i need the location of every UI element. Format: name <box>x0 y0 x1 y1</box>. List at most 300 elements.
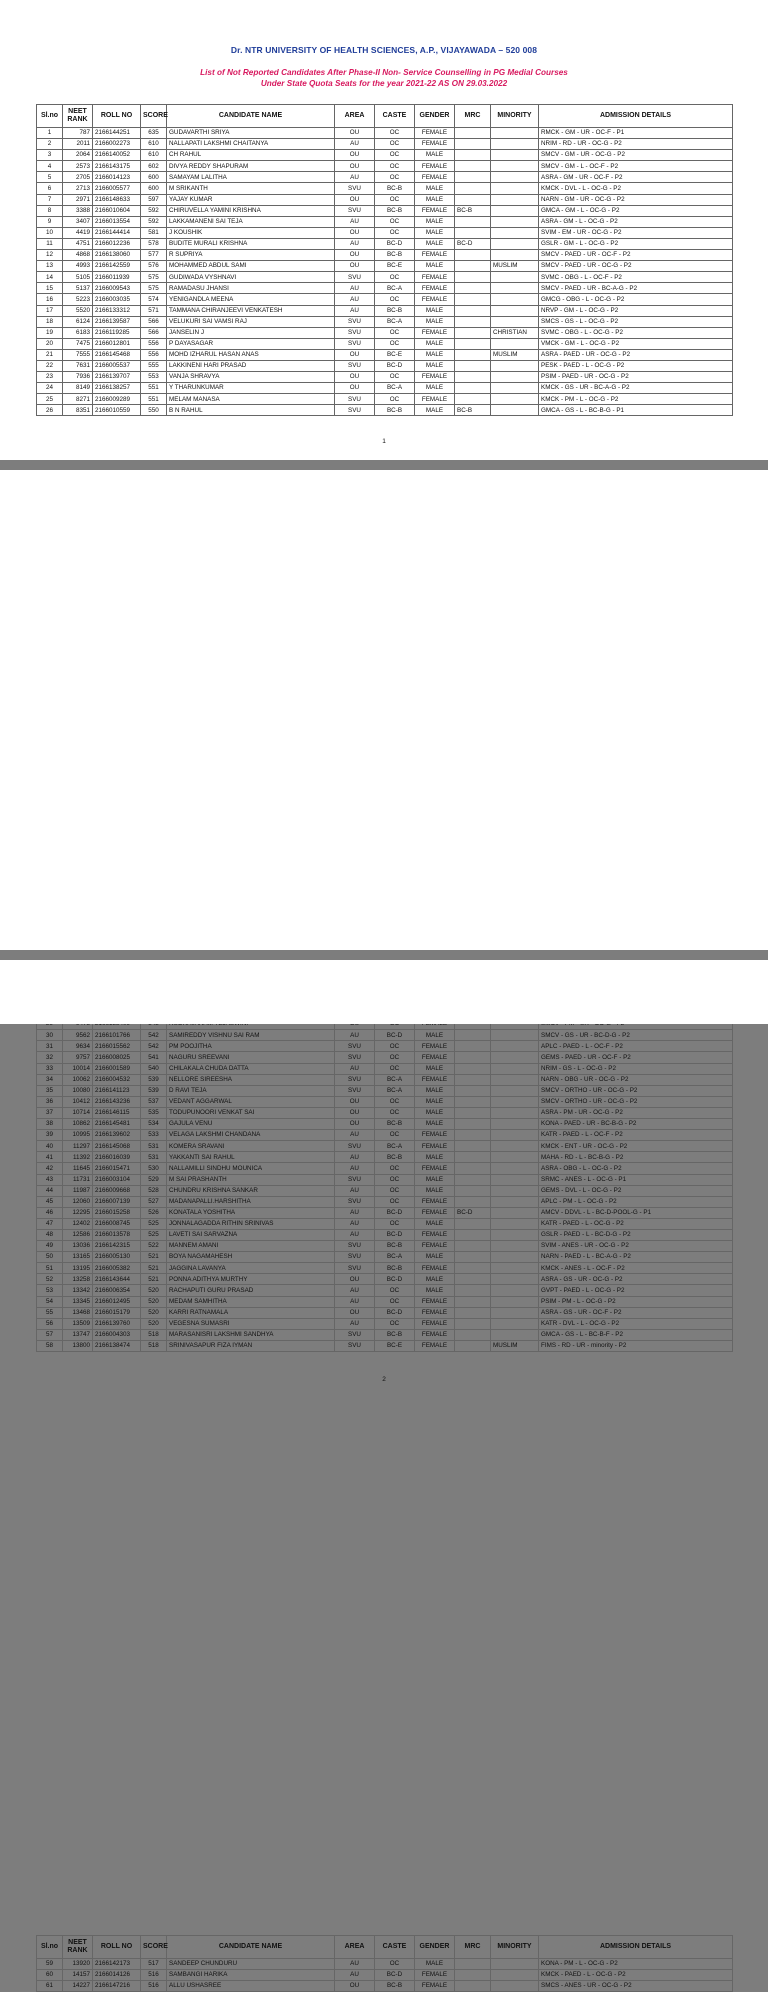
candidate-name-cell: MOHAMMED ABDUL SAMI <box>167 261 335 272</box>
roll-no-cell: 2166139602 <box>93 1130 141 1141</box>
score-cell: 520 <box>141 1285 167 1296</box>
caste-cell: BC-B <box>375 1329 415 1340</box>
score-cell: 551 <box>141 383 167 394</box>
area-cell: OU <box>335 372 375 383</box>
caste-cell: BC-B <box>375 1241 415 1252</box>
candidate-name-cell: Y THARUNKUMAR <box>167 383 335 394</box>
sl-no-cell: 26 <box>37 405 63 416</box>
table-row <box>37 405 733 416</box>
candidate-name-cell: MOHD IZHARUL HASAN ANAS <box>167 349 335 360</box>
sl-no-cell: 44 <box>37 1185 63 1196</box>
admission-details-cell: GVPT - PAED - L - OC-G - P2 <box>539 1285 733 1296</box>
mrc-cell <box>455 394 491 405</box>
table-row <box>37 1063 733 1074</box>
roll-no-cell: 2166119285 <box>93 327 141 338</box>
minority-cell <box>491 139 539 150</box>
caste-cell: OC <box>375 1218 415 1229</box>
mrc-cell <box>455 272 491 283</box>
sl-no-cell: 19 <box>37 327 63 338</box>
caste-cell: OC <box>375 1130 415 1141</box>
candidate-name-cell: R SUPRIYA <box>167 250 335 261</box>
candidate-name-cell: VEGESNA SUMASRI <box>167 1318 335 1329</box>
minority-cell <box>491 1307 539 1318</box>
caste-header: CASTE <box>375 105 415 128</box>
area-cell: SVU <box>335 1141 375 1152</box>
roll-no-cell: 2166145068 <box>93 1141 141 1152</box>
sl-no-cell: 52 <box>37 1274 63 1285</box>
admission-details-cell: SVMC - OBG - L - OC-F - P2 <box>539 272 733 283</box>
gender-cell: FEMALE <box>415 1163 455 1174</box>
score-cell: 600 <box>141 183 167 194</box>
minority-cell <box>491 1296 539 1307</box>
table-row <box>37 1329 733 1340</box>
candidates-table-page-1 <box>36 104 733 416</box>
area-header: AREA <box>335 1936 375 1959</box>
candidate-name-cell: NALLAPATI LAKSHMI CHAITANYA <box>167 139 335 150</box>
mrc-cell: BC-B <box>455 405 491 416</box>
sl-no-cell: 56 <box>37 1318 63 1329</box>
score-cell: 530 <box>141 1163 167 1174</box>
sl-no-cell: 51 <box>37 1263 63 1274</box>
score-cell: 550 <box>141 405 167 416</box>
area-cell: AU <box>335 305 375 316</box>
minority-cell <box>491 1970 539 1981</box>
neet-rank-cell: 5223 <box>63 294 93 305</box>
table-row <box>37 1185 733 1196</box>
mrc-cell <box>455 1296 491 1307</box>
mrc-cell <box>455 349 491 360</box>
area-cell: AU <box>335 1185 375 1196</box>
caste-cell: BC-D <box>375 1970 415 1981</box>
minority-cell <box>491 1329 539 1340</box>
mrc-cell <box>455 305 491 316</box>
minority-cell <box>491 128 539 139</box>
caste-cell: OC <box>375 394 415 405</box>
sl-no-cell: 32 <box>37 1052 63 1063</box>
gender-cell: MALE <box>415 360 455 371</box>
score-cell: 592 <box>141 216 167 227</box>
admission-details-cell: KMCK - PAED - L - OC-G - P2 <box>539 1970 733 1981</box>
roll-no-header: ROLL NO <box>93 105 141 128</box>
score-cell: 578 <box>141 238 167 249</box>
candidates-table-page-3 <box>36 1935 733 1992</box>
minority-cell <box>491 272 539 283</box>
sl-no-cell: 2 <box>37 139 63 150</box>
candidate-name-header: CANDIDATE NAME <box>167 1936 335 1959</box>
sl-no-cell: 3 <box>37 150 63 161</box>
area-cell: AU <box>335 1229 375 1240</box>
caste-cell: BC-B <box>375 1152 415 1163</box>
candidate-name-cell: MANNEM AMANI <box>167 1241 335 1252</box>
sl-no-cell: 16 <box>37 294 63 305</box>
caste-cell: BC-B <box>375 305 415 316</box>
area-cell: AU <box>335 1218 375 1229</box>
gender-cell: MALE <box>415 1085 455 1096</box>
admission-details-cell: PSIM - PAED - UR - OC-G - P2 <box>539 372 733 383</box>
sl-no-cell: 43 <box>37 1174 63 1185</box>
candidate-name-cell: KONATALA YOSHITHA <box>167 1207 335 1218</box>
minority-cell <box>491 305 539 316</box>
candidate-name-cell: YENIGANDLA MEENA <box>167 294 335 305</box>
candidate-name-cell: RAMADASU JHANSI <box>167 283 335 294</box>
roll-no-cell: 2166143236 <box>93 1096 141 1107</box>
area-cell: SVU <box>335 394 375 405</box>
neet-rank-cell: 5137 <box>63 283 93 294</box>
sl-no-cell: 61 <box>37 1981 63 1992</box>
admission-details-cell: KMCK - ANES - L - OC-F - P2 <box>539 1263 733 1274</box>
score-cell: 576 <box>141 261 167 272</box>
table-row <box>37 1107 733 1118</box>
gender-cell: FEMALE <box>415 294 455 305</box>
score-cell: 516 <box>141 1981 167 1992</box>
candidate-name-cell: MARASANISRI LAKSHMI SANDHYA <box>167 1329 335 1340</box>
area-cell: OU <box>335 383 375 394</box>
area-cell: SVU <box>335 1329 375 1340</box>
candidate-name-cell: NAGURU SREEVANI <box>167 1052 335 1063</box>
minority-cell <box>491 1107 539 1118</box>
area-cell: AU <box>335 139 375 150</box>
gender-cell: FEMALE <box>415 1307 455 1318</box>
sl-no-cell: 48 <box>37 1229 63 1240</box>
minority-cell <box>491 405 539 416</box>
admission-details-cell: KATR - PAED - L - OC-F - P2 <box>539 1130 733 1141</box>
sl-no-cell: 8 <box>37 205 63 216</box>
minority-cell <box>491 1274 539 1285</box>
caste-cell: OC <box>375 161 415 172</box>
roll-no-cell: 2166008745 <box>93 1218 141 1229</box>
caste-cell: BC-A <box>375 383 415 394</box>
candidate-name-cell: VEDANT AGGARWAL <box>167 1096 335 1107</box>
table-row <box>37 1252 733 1263</box>
candidate-name-cell: VELUKURI SAI VAMSI RAJ <box>167 316 335 327</box>
mrc-cell <box>455 1229 491 1240</box>
area-cell: AU <box>335 1207 375 1218</box>
candidate-name-cell: PM POOJITHA <box>167 1041 335 1052</box>
minority-cell <box>491 1959 539 1970</box>
area-cell: OU <box>335 227 375 238</box>
admission-details-cell: GMCA - GS - L - BC-B-G - P1 <box>539 405 733 416</box>
mrc-cell <box>455 1285 491 1296</box>
table-row <box>37 205 733 216</box>
admission-details-cell: NRIM - RD - UR - OC-G - P2 <box>539 139 733 150</box>
area-cell: SVU <box>335 1074 375 1085</box>
sl-no-cell: 55 <box>37 1307 63 1318</box>
admission-details-cell: NARN - OBG - UR - OC-G - P2 <box>539 1074 733 1085</box>
list-title-line-1: List of Not Reported Candidates After Phase-II Non- Service Counselling in PG Medial Courses <box>200 68 568 77</box>
candidate-name-cell: LAVETI SAI SARVAZNA <box>167 1229 335 1240</box>
candidate-name-cell: BOYA NAGAMAHESH <box>167 1252 335 1263</box>
neet-rank-cell: 10862 <box>63 1119 93 1130</box>
caste-cell: BC-A <box>375 316 415 327</box>
sl-no-cell: 46 <box>37 1207 63 1218</box>
table-row <box>37 305 733 316</box>
table-row <box>37 1340 733 1351</box>
candidate-name-cell: D RAVI TEJA <box>167 1085 335 1096</box>
admission-details-cell: SMCV - GS - UR - BC-D-G - P2 <box>539 1030 733 1041</box>
gender-cell: FEMALE <box>415 1329 455 1340</box>
score-cell: 531 <box>141 1152 167 1163</box>
admission-details-cell: RMCK - GM - UR - OC-F - P1 <box>539 128 733 139</box>
table-row <box>37 360 733 371</box>
caste-cell: BC-B <box>375 1981 415 1992</box>
sl-no-cell: 13 <box>37 261 63 272</box>
caste-cell: BC-A <box>375 283 415 294</box>
neet-rank-cell: 13342 <box>63 1285 93 1296</box>
mrc-cell <box>455 1052 491 1063</box>
table-row <box>37 1274 733 1285</box>
roll-no-cell: 2166015179 <box>93 1307 141 1318</box>
table-row <box>37 1970 733 1981</box>
table-row <box>37 1130 733 1141</box>
caste-cell: OC <box>375 1052 415 1063</box>
sl-no-cell: 4 <box>37 161 63 172</box>
area-cell: AU <box>335 1152 375 1163</box>
sl-no-cell: 5 <box>37 172 63 183</box>
area-cell: AU <box>335 1163 375 1174</box>
candidate-name-cell: TAMMANA CHIRANJEEVI VENKATESH <box>167 305 335 316</box>
mrc-cell <box>455 1218 491 1229</box>
minority-cell <box>491 1085 539 1096</box>
sl-no-cell: 41 <box>37 1152 63 1163</box>
page-number: 2 <box>382 1376 386 1383</box>
gender-cell: MALE <box>415 238 455 249</box>
score-cell: 522 <box>141 1241 167 1252</box>
caste-cell: OC <box>375 338 415 349</box>
roll-no-cell: 2166142315 <box>93 1241 141 1252</box>
minority-cell <box>491 1981 539 1992</box>
admission-details-cell: SMCV - ORTHO - UR - OC-G - P2 <box>539 1096 733 1107</box>
table-row <box>37 1119 733 1130</box>
roll-no-cell: 2166012495 <box>93 1296 141 1307</box>
minority-cell <box>491 1030 539 1041</box>
sl-no-cell: 1 <box>37 128 63 139</box>
caste-cell: BC-B <box>375 250 415 261</box>
gender-cell: MALE <box>415 338 455 349</box>
neet-rank-cell: 9757 <box>63 1052 93 1063</box>
neet-rank-cell: 10014 <box>63 1063 93 1074</box>
score-cell: 592 <box>141 205 167 216</box>
minority-cell <box>491 1241 539 1252</box>
candidate-name-cell: DIVYA REDDY SHAPURAM <box>167 161 335 172</box>
sl-no-cell: 10 <box>37 227 63 238</box>
table-row <box>37 1163 733 1174</box>
roll-no-cell: 2166013578 <box>93 1229 141 1240</box>
table-row <box>37 1207 733 1218</box>
score-cell: 517 <box>141 1959 167 1970</box>
candidate-name-cell: M SAI PRASHANTH <box>167 1174 335 1185</box>
table-row <box>37 1196 733 1207</box>
neet-rank-cell: 13920 <box>63 1959 93 1970</box>
sl-no-header: Sl.no <box>37 1936 63 1959</box>
neet-rank-cell: 11392 <box>63 1152 93 1163</box>
gender-cell: FEMALE <box>415 1296 455 1307</box>
candidate-name-cell: CHUNDRU KRISHNA SANKAR <box>167 1185 335 1196</box>
roll-no-cell: 2166139587 <box>93 316 141 327</box>
roll-no-cell: 2166009543 <box>93 283 141 294</box>
admission-details-cell: SMCV - ORTHO - UR - OC-G - P2 <box>539 1085 733 1096</box>
table-row <box>37 1218 733 1229</box>
roll-no-cell: 2166015562 <box>93 1041 141 1052</box>
mrc-cell <box>455 250 491 261</box>
score-cell: 581 <box>141 227 167 238</box>
gender-cell: FEMALE <box>415 1970 455 1981</box>
candidate-name-cell: LAKKAMANENI SAI TEJA <box>167 216 335 227</box>
neet-rank-cell: 6183 <box>63 327 93 338</box>
admission-details-cell: ASRA - GS - UR - OC-G - P2 <box>539 1274 733 1285</box>
minority-cell <box>491 172 539 183</box>
gender-cell: MALE <box>415 1152 455 1163</box>
page-number: 1 <box>382 438 386 445</box>
candidate-name-cell: NELLORE SIREESHA <box>167 1074 335 1085</box>
score-cell: 537 <box>141 1096 167 1107</box>
area-cell: SVU <box>335 1252 375 1263</box>
mrc-cell <box>455 1274 491 1285</box>
admission-details-cell: ASRA - PAED - UR - OC-G - P2 <box>539 349 733 360</box>
gender-cell: MALE <box>415 1063 455 1074</box>
roll-no-cell: 2166148633 <box>93 194 141 205</box>
sl-no-cell: 57 <box>37 1329 63 1340</box>
area-cell: SVU <box>335 1052 375 1063</box>
admission-details-cell: ASRA - GM - UR - OC-F - P2 <box>539 172 733 183</box>
gender-cell: FEMALE <box>415 139 455 150</box>
mrc-cell <box>455 1241 491 1252</box>
candidate-name-cell: YAJAY KUMAR <box>167 194 335 205</box>
caste-cell: BC-A <box>375 1085 415 1096</box>
roll-no-cell: 2166003035 <box>93 294 141 305</box>
caste-cell: BC-E <box>375 261 415 272</box>
neet-rank-cell: 12295 <box>63 1207 93 1218</box>
gender-cell: FEMALE <box>415 161 455 172</box>
sl-no-cell: 39 <box>37 1130 63 1141</box>
caste-cell: OC <box>375 1063 415 1074</box>
mrc-cell <box>455 327 491 338</box>
table-row <box>37 1285 733 1296</box>
table-row <box>37 238 733 249</box>
gender-cell: FEMALE <box>415 1340 455 1351</box>
gender-cell: MALE <box>415 1185 455 1196</box>
admission-details-cell: NARN - GM - UR - OC-G - P2 <box>539 194 733 205</box>
mrc-cell <box>455 1074 491 1085</box>
table-row <box>37 338 733 349</box>
candidate-name-cell: PONNA ADITHYA MURTHY <box>167 1274 335 1285</box>
candidate-name-cell: NALLAMILLI SINDHU MOUNICA <box>167 1163 335 1174</box>
mrc-cell <box>455 1981 491 1992</box>
admission-details-cell: ASRA - OBG - L - OC-G - P2 <box>539 1163 733 1174</box>
neet-rank-cell: 7475 <box>63 338 93 349</box>
minority-cell <box>491 238 539 249</box>
neet-rank-cell: 10714 <box>63 1107 93 1118</box>
admission-details-cell: KMCK - ENT - UR - OC-G - P2 <box>539 1141 733 1152</box>
candidate-name-cell: KOMERA SRAVANI <box>167 1141 335 1152</box>
score-cell: 610 <box>141 139 167 150</box>
gender-cell: FEMALE <box>415 1130 455 1141</box>
area-cell: OU <box>335 1119 375 1130</box>
neet-rank-cell: 4868 <box>63 250 93 261</box>
gender-cell: MALE <box>415 227 455 238</box>
caste-cell: BC-B <box>375 405 415 416</box>
score-cell: 516 <box>141 1970 167 1981</box>
table-row <box>37 1229 733 1240</box>
mrc-cell <box>455 1174 491 1185</box>
roll-no-header: ROLL NO <box>93 1936 141 1959</box>
area-cell: OU <box>335 250 375 261</box>
admission-details-cell: ASRA - PM - UR - OC-G - P2 <box>539 1107 733 1118</box>
neet-rank-cell: 12060 <box>63 1196 93 1207</box>
admission-details-cell: KMCK - DVL - L - OC-G - P2 <box>539 183 733 194</box>
table-row <box>37 161 733 172</box>
roll-no-cell: 2166012801 <box>93 338 141 349</box>
score-header: SCORE <box>141 1936 167 1959</box>
score-cell: 553 <box>141 372 167 383</box>
gender-cell: FEMALE <box>415 1041 455 1052</box>
sl-no-cell: 33 <box>37 1063 63 1074</box>
area-cell: AU <box>335 1063 375 1074</box>
table-row <box>37 1296 733 1307</box>
mrc-cell <box>455 1318 491 1329</box>
neet-rank-cell: 9562 <box>63 1030 93 1041</box>
caste-cell: BC-E <box>375 1340 415 1351</box>
neet-rank-cell: 12402 <box>63 1218 93 1229</box>
university-title: Dr. NTR UNIVERSITY OF HEALTH SCIENCES, A.P., VIJAYAWADA – 520 008 <box>230 45 538 55</box>
mrc-cell: BC-D <box>455 1207 491 1218</box>
roll-no-cell: 2166002273 <box>93 139 141 150</box>
admission-details-cell: PSIM - PM - L - OC-G - P2 <box>539 1296 733 1307</box>
admission-details-cell: SMCV - PAED - UR - OC-F - P2 <box>539 250 733 261</box>
admission-details-cell: SMCV - GM - L - OC-F - P2 <box>539 161 733 172</box>
roll-no-cell: 2166140052 <box>93 150 141 161</box>
score-cell: 529 <box>141 1174 167 1185</box>
roll-no-cell: 2166143644 <box>93 1274 141 1285</box>
gender-cell: MALE <box>415 194 455 205</box>
minority-cell <box>491 250 539 261</box>
area-cell: SVU <box>335 316 375 327</box>
candidate-name-cell: JANSELIN J <box>167 327 335 338</box>
candidate-name-cell: B N RAHUL <box>167 405 335 416</box>
minority-cell <box>491 294 539 305</box>
score-cell: 528 <box>141 1185 167 1196</box>
score-cell: 520 <box>141 1318 167 1329</box>
area-cell: SVU <box>335 205 375 216</box>
neet-rank-cell: 6124 <box>63 316 93 327</box>
table-row <box>37 1174 733 1185</box>
minority-cell <box>491 216 539 227</box>
gender-cell: FEMALE <box>415 283 455 294</box>
area-cell: AU <box>335 1030 375 1041</box>
score-cell: 610 <box>141 150 167 161</box>
admission-details-cell: KMCK - GS - UR - BC-A-G - P2 <box>539 383 733 394</box>
mrc-cell <box>455 1141 491 1152</box>
minority-cell <box>491 316 539 327</box>
admission-details-cell: GEMS - PAED - UR - OC-F - P2 <box>539 1052 733 1063</box>
minority-cell <box>491 1074 539 1085</box>
gender-cell: FEMALE <box>415 1263 455 1274</box>
caste-cell: BC-B <box>375 183 415 194</box>
neet-rank-cell: 4419 <box>63 227 93 238</box>
candidates-table-page-2 <box>36 973 733 1352</box>
score-cell: 635 <box>141 128 167 139</box>
score-cell: 531 <box>141 1141 167 1152</box>
caste-cell: OC <box>375 139 415 150</box>
caste-cell: BC-D <box>375 1207 415 1218</box>
table-row <box>37 227 733 238</box>
minority-header: MINORITY <box>491 1936 539 1959</box>
area-cell: OU <box>335 1274 375 1285</box>
roll-no-cell: 2166009668 <box>93 1185 141 1196</box>
candidate-name-cell: MEDAM SAMHITHA <box>167 1296 335 1307</box>
mrc-cell <box>455 283 491 294</box>
mrc-cell <box>455 1329 491 1340</box>
gender-cell: FEMALE <box>415 128 455 139</box>
